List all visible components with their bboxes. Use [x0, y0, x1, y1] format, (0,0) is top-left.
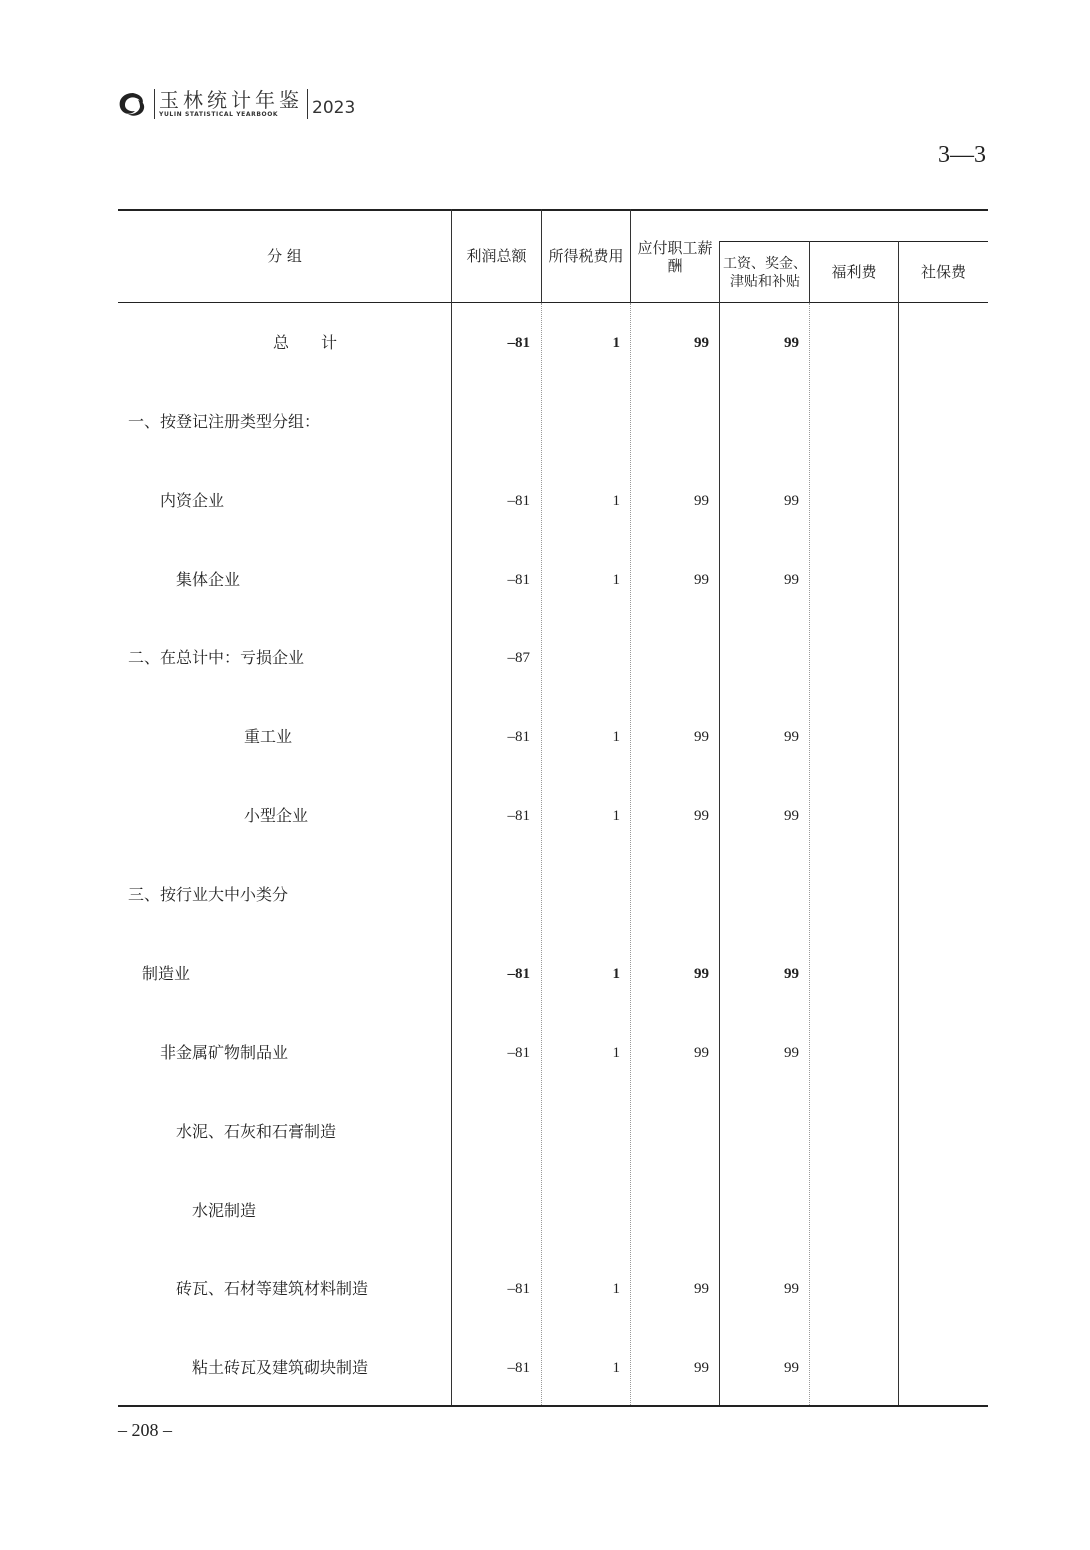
cell-profit: –81 [507, 729, 530, 745]
cell-profit: –81 [507, 572, 530, 588]
table-row [118, 568, 988, 592]
table-row [118, 1277, 988, 1301]
cell-wages: 99 [784, 729, 799, 745]
yearbook-brand [116, 86, 355, 122]
cell-tax: 1 [612, 966, 620, 982]
body-col-divider-6 [898, 303, 899, 1405]
cell-wages: 99 [784, 808, 799, 824]
table-row [118, 410, 988, 434]
body-col-divider-4 [719, 303, 720, 1405]
table-row [118, 804, 988, 828]
cell-salary: 99 [694, 966, 709, 982]
cell-salary: 99 [694, 1281, 709, 1297]
row-label: 非金属矿物制品业 [160, 1043, 289, 1062]
cell-tax: 1 [612, 1360, 620, 1376]
table-row [118, 1199, 988, 1223]
col-header-wages-bonus: 工资、奖金、津贴和补贴 [723, 256, 807, 290]
cell-tax: 1 [612, 808, 620, 824]
table-bottom-rule [118, 1405, 988, 1407]
col-header-income-tax: 所得税费用 [548, 247, 624, 265]
row-label: 三、按行业大中小类分 [128, 885, 289, 904]
table-row [118, 646, 988, 670]
body-col-divider-1 [451, 303, 452, 1405]
brand-title-cn: 玉林统计年鉴 [159, 88, 303, 112]
row-label: 水泥制造 [192, 1201, 257, 1220]
body-col-divider-2 [541, 303, 543, 1405]
page-number: – 208 – [118, 1420, 172, 1440]
cell-salary: 99 [694, 1360, 709, 1376]
data-table [118, 209, 988, 1407]
brand-title-en: YULIN STATISTICAL YEARBOOK [159, 111, 279, 118]
row-label: 总 计 [273, 333, 338, 352]
cell-salary: 99 [694, 335, 709, 351]
col-header-social-security: 社保费 [920, 263, 966, 281]
row-label: 一、按登记注册类型分组： [128, 412, 321, 431]
cell-tax: 1 [612, 335, 620, 351]
col-header-welfare: 福利费 [831, 263, 877, 281]
brand-titles [159, 89, 303, 119]
col-header-profit-total: 利润总额 [466, 247, 527, 265]
cell-wages: 99 [784, 1045, 799, 1061]
table-row [118, 1120, 988, 1144]
yearbook-logo-icon [116, 89, 150, 119]
cell-salary: 99 [694, 808, 709, 824]
cell-profit: –81 [507, 493, 530, 509]
col-divider-3 [630, 209, 631, 303]
table-row [118, 725, 988, 749]
col-header-group: 分 组 [267, 247, 302, 265]
cell-profit: –81 [507, 966, 530, 982]
table-row [118, 331, 988, 355]
cell-tax: 1 [612, 1045, 620, 1061]
row-label: 集体企业 [176, 570, 241, 589]
row-label: 小型企业 [244, 806, 309, 825]
wages-group-rule [720, 241, 988, 242]
table-row [118, 883, 988, 907]
table-row [118, 1041, 988, 1065]
brand-divider-2 [307, 89, 308, 119]
cell-profit: –81 [507, 1045, 530, 1061]
cell-tax: 1 [612, 493, 620, 509]
cell-wages: 99 [784, 1360, 799, 1376]
cell-profit: –81 [507, 335, 530, 351]
row-label: 粘土砖瓦及建筑砌块制造 [192, 1358, 369, 1377]
row-label: 二、在总计中：亏损企业 [128, 648, 305, 667]
table-row [118, 962, 988, 986]
table-row [118, 1356, 988, 1380]
col-header-payable-salary: 应付职工薪酬 [637, 239, 713, 275]
table-row [118, 489, 988, 513]
cell-salary: 99 [694, 729, 709, 745]
cell-profit: –81 [507, 808, 530, 824]
cell-tax: 1 [612, 1281, 620, 1297]
cell-salary: 99 [694, 1045, 709, 1061]
cell-wages: 99 [784, 966, 799, 982]
cell-wages: 99 [784, 572, 799, 588]
table-top-rule [118, 209, 988, 211]
cell-tax: 1 [612, 729, 620, 745]
cell-wages: 99 [784, 1281, 799, 1297]
brand-divider [154, 89, 155, 119]
body-col-divider-5 [809, 303, 811, 1405]
brand-year: 2023 [312, 98, 356, 118]
cell-salary: 99 [694, 572, 709, 588]
col-divider-4 [719, 241, 720, 303]
row-label: 水泥、石灰和石膏制造 [176, 1122, 337, 1141]
cell-tax: 1 [612, 572, 620, 588]
row-label: 重工业 [244, 727, 293, 746]
cell-profit: –81 [507, 1360, 530, 1376]
cell-salary: 99 [694, 493, 709, 509]
row-label: 制造业 [142, 964, 191, 983]
cell-wages: 99 [784, 335, 799, 351]
header-bottom-rule [118, 302, 988, 303]
cell-wages: 99 [784, 493, 799, 509]
cell-profit: –81 [507, 1281, 530, 1297]
row-label: 砖瓦、石材等建筑材料制造 [176, 1279, 369, 1298]
body-col-divider-3 [630, 303, 632, 1405]
table-number: 3—3 [938, 142, 986, 168]
row-label: 内资企业 [160, 491, 225, 510]
cell-profit: –87 [507, 650, 530, 666]
